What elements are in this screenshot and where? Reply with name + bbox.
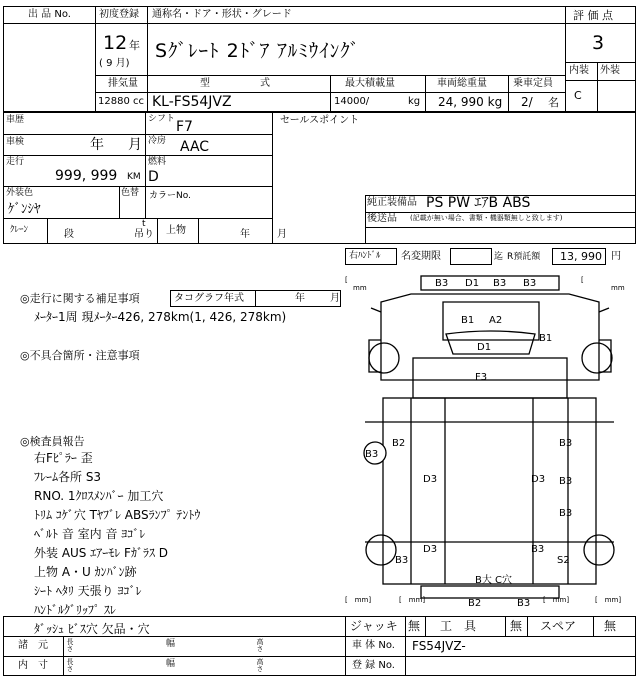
equipment-label: 純正装備品 (367, 197, 417, 208)
first-reg-year: 12 (103, 32, 128, 54)
inspector-report-list (34, 449, 334, 639)
inspection-year: 年 (90, 137, 104, 153)
capacity-label: 乗車定員 (513, 78, 553, 89)
chassis-value: FS54JVZ- (412, 639, 466, 653)
damage-mark: D3 (423, 474, 438, 485)
truck-damage-diagram (343, 272, 636, 612)
color-change-label: 色替 (121, 188, 140, 198)
fuel-label: 燃料 (148, 157, 167, 167)
mm-mark: [ (581, 276, 584, 284)
max-load-unit: kg (408, 96, 421, 107)
spec-label: 諸 元 (18, 640, 48, 651)
interior-label: 内装 (569, 65, 589, 76)
r-price-value: 13, 990 (560, 250, 602, 263)
damage-mark: B2 (392, 438, 406, 449)
report-line: ﾌﾚｰﾑ各所 S3 (34, 470, 102, 484)
lot-no-label: 出 品 No. (28, 9, 71, 20)
meter-note: ﾒｰﾀｰ1周 現ﾒｰﾀｰ426, 278km(1, 426, 278km) (34, 310, 287, 324)
damage-mark: D3 (423, 544, 438, 555)
mm-mark: [ mm] (543, 596, 570, 604)
upper-label: 上物 (166, 225, 186, 236)
history-label: 車歴 (6, 115, 25, 125)
max-load-label: 最大積載量 (345, 78, 395, 89)
send-note: (記載が無い場合、書類・機器類無しと致します) (410, 214, 563, 222)
max-load-value: 14000/ (334, 96, 370, 107)
gross-weight-label: 車両総重量 (437, 78, 487, 89)
name-change-date-box (450, 248, 492, 265)
damage-mark: D1 (477, 342, 492, 353)
send-label: 後送品 (367, 213, 397, 224)
spare-label: スペア (540, 619, 577, 633)
model-value: KL-FS54JVZ (152, 94, 232, 110)
first-reg-year-unit: 年 (129, 39, 140, 52)
damage-mark: B1 (539, 333, 553, 344)
damage-mark: B3 (517, 598, 531, 609)
report-line: 右Fﾋﾟﾗｰ 歪 (34, 451, 93, 465)
inner-label: 内 寸 (18, 660, 48, 671)
inner-height-label: 高さ (256, 658, 264, 672)
mm-mark: [ mm] (595, 596, 622, 604)
equipment-value: PS PW ｴｱB ABS (426, 195, 531, 211)
model-label: 型 式 (200, 78, 270, 89)
mileage-label: 走行 (6, 157, 25, 167)
report-line: ｼｰﾄ ﾍﾀﾘ 天張り ﾖｺﾞﾚ (34, 584, 142, 598)
upper-year: 年 (240, 229, 250, 240)
inner-width-label: 幅 (166, 659, 176, 669)
rh-drive: 右ﾊﾝﾄﾞﾙ (349, 251, 381, 261)
interior-grade: C (574, 89, 582, 102)
upper-month: 月 (277, 229, 287, 240)
tacho-month: 月 (330, 293, 340, 304)
tacho-label: タコグラフ年式 (174, 293, 244, 304)
rating-label: 評 価 点 (573, 9, 613, 22)
mm-mark: [ (345, 276, 348, 284)
color-no-label: カラーNo. (149, 191, 191, 201)
exterior-label: 外装 (600, 65, 620, 76)
car-name: Sｸﾞﾚｰﾄ 2ﾄﾞｱ ｱﾙﾐｳｲﾝｸﾞ (155, 40, 361, 62)
spec-width-label: 幅 (166, 639, 176, 649)
driving-notes-title: ◎走行に関する補足事項 (20, 292, 140, 305)
damage-mark-circled: B3 (365, 449, 379, 460)
damage-mark: B3 (531, 544, 545, 555)
reg-no-label: 登 録 No. (352, 660, 395, 671)
report-line: ﾊﾝﾄﾞﾙｸﾞﾘｯﾌﾟ ｽﾚ (34, 603, 116, 617)
first-reg-label: 初度登録 (99, 9, 139, 20)
damage-mark: B3 (559, 476, 573, 487)
jack-label: ジャッキ (350, 619, 398, 633)
tacho-year: 年 (295, 293, 305, 304)
damage-mark: D1 (465, 278, 480, 289)
crane-lift: 吊り (134, 229, 154, 240)
damage-mark: A2 (489, 315, 503, 326)
inspection-label: 車検 (6, 137, 25, 147)
inspector-title: ◎検査員報告 (20, 435, 85, 448)
damage-mark: B3 (523, 278, 537, 289)
tools-value: 無 (510, 619, 523, 633)
damage-mark: B3 (559, 508, 573, 519)
inner-length-label: 長さ (66, 658, 74, 672)
name-label: 通称名・ドア・形状・グレード (152, 9, 292, 20)
tools-label: 工 具 (440, 619, 477, 633)
report-line: RNO. 1ｸﾛｽﾒﾝﾊﾞｰ 加工穴 (34, 489, 164, 503)
damage-mark: B大 C穴 (475, 575, 513, 586)
inspection-month: 月 (128, 137, 142, 153)
r-price-unit: 円 (611, 251, 621, 262)
chassis-label: 車 体 No. (352, 640, 395, 651)
ac-label: 冷房 (148, 136, 167, 146)
mm-mark: [ mm] (345, 596, 372, 604)
first-reg-month: ( 9 月) (99, 58, 130, 69)
displacement-value: 12880 cc (98, 96, 144, 107)
date-label: 迄 (494, 252, 504, 262)
selling-points-label: セールスポイント (280, 115, 360, 126)
damage-mark: D3 (531, 474, 546, 485)
damage-mark: B2 (468, 598, 482, 609)
shift-value: F7 (176, 119, 193, 135)
gross-weight-value: 24, 990 kg (438, 95, 503, 109)
mm-mark: mm (611, 284, 625, 292)
spec-height-label: 高さ (256, 638, 264, 652)
damage-mark: B1 (461, 315, 475, 326)
rating-value: 3 (592, 32, 605, 54)
report-line: ﾍﾞﾙﾄ 音 室内 音 ﾖｺﾞﾚ (34, 527, 146, 541)
defects-title: ◎不具合箇所・注意事項 (20, 349, 140, 362)
report-line: 外装 AUS ｴｱｰﾓﾚ Fｶﾞﾗｽ D (34, 546, 169, 560)
mileage-unit: KM (127, 172, 141, 182)
mm-mark: mm (353, 284, 367, 292)
capacity-value: 2/ (521, 95, 533, 109)
mileage-value: 999, 999 (55, 168, 118, 184)
damage-mark: B3 (395, 555, 409, 566)
capacity-unit: 名 (548, 96, 559, 109)
fuel-value: D (148, 169, 159, 185)
spare-value: 無 (604, 619, 617, 633)
damage-mark: B3 (435, 278, 449, 289)
r-price-label: R預託額 (507, 252, 541, 262)
spec-length-label: 長さ (66, 638, 74, 652)
damage-mark: F3 (475, 372, 488, 383)
report-line: 上物 A・U ｶﾝﾊﾞﾝ跡 (34, 565, 137, 579)
damage-mark: S2 (557, 555, 570, 566)
crane-stage: 段 (64, 229, 74, 240)
ext-color-label: 外装色 (6, 188, 34, 198)
displacement-label: 排気量 (108, 78, 138, 89)
report-line: ﾀﾞｯｼｭ ﾋﾞｽ穴 欠品・穴 (34, 622, 150, 636)
name-change-label: 名変期限 (401, 251, 441, 262)
mm-mark: [ mm] (399, 596, 426, 604)
shift-label: シフト (148, 114, 176, 124)
damage-mark: B3 (559, 438, 573, 449)
damage-mark: B3 (493, 278, 507, 289)
crane-label: ｸﾚｰﾝ (10, 225, 29, 235)
ext-color-value: ｹﾞﾝｼﾔ (8, 202, 41, 217)
crane-t: t (142, 219, 146, 229)
report-line: ﾄﾘﾑ ｺｹﾞ穴 Tﾔﾌﾞﾚ ABSﾗﾝﾌﾟ ﾃﾝﾄｳ (34, 508, 201, 522)
jack-value: 無 (408, 619, 421, 633)
ac-value: AAC (180, 139, 210, 155)
